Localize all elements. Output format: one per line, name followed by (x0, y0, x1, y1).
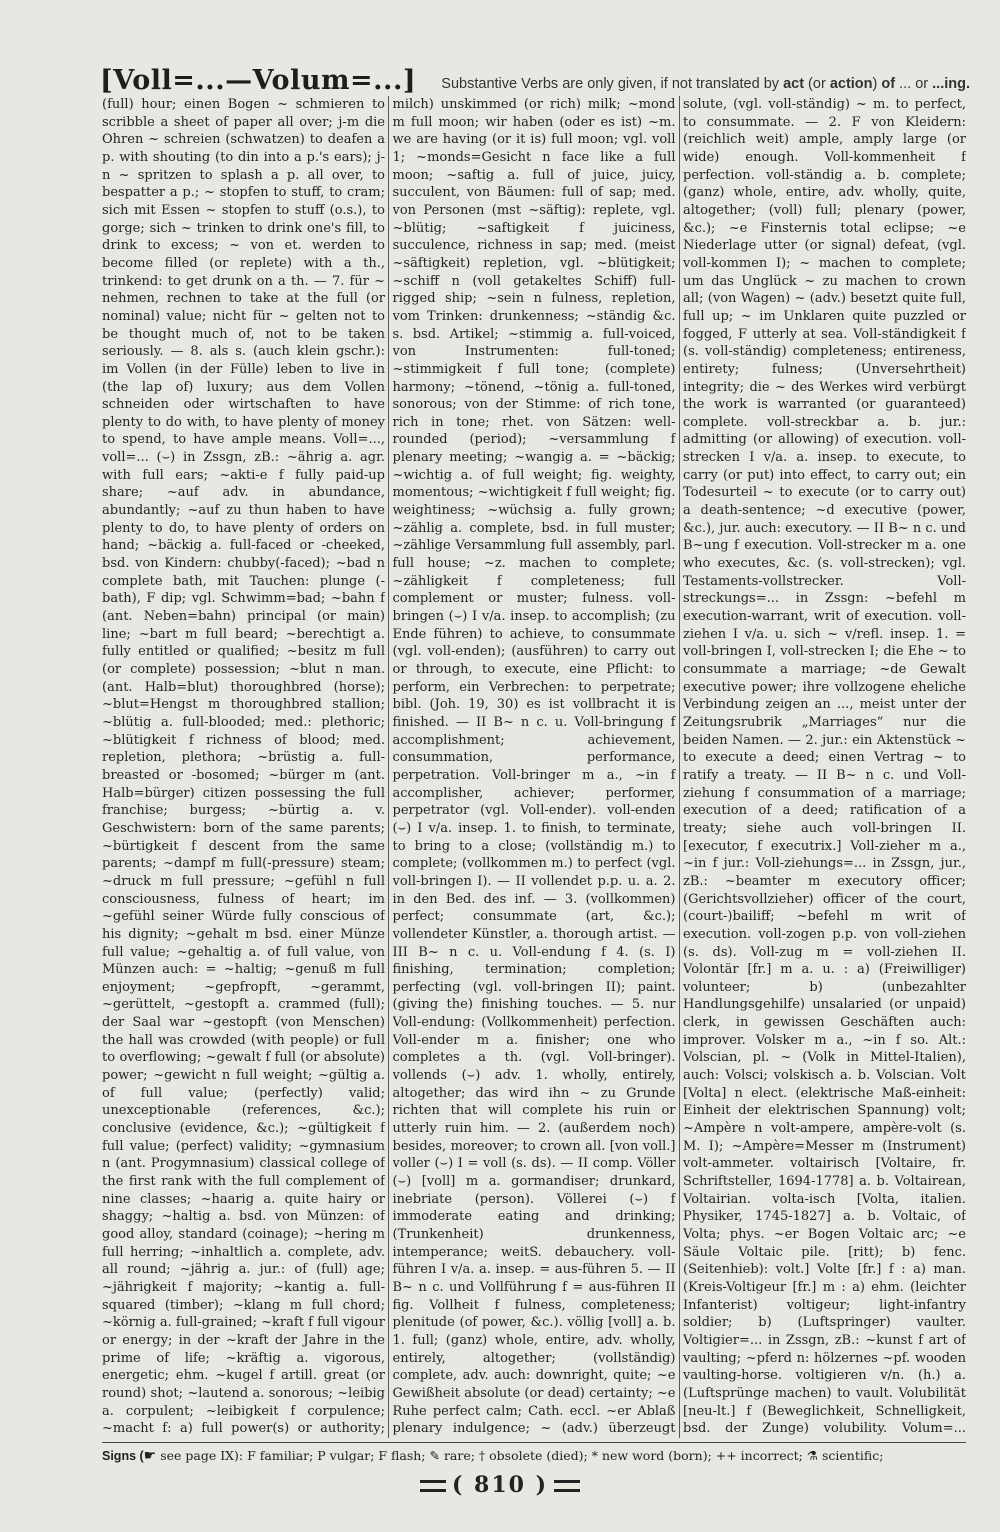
column-right (683, 96, 966, 1438)
header-note-action: action (829, 76, 873, 92)
page-number-text: ( 810 ) (451, 1472, 549, 1498)
header-note-or2: ) (872, 76, 882, 92)
signs-text: see page IX): F familiar; P vulgar; F flash; ✎ rare; † obsolete (died); * new word (born); ++ incorrect; ⚗ scientific; (156, 1448, 884, 1463)
ornament-bars-right (554, 1480, 580, 1492)
header-note-ing: ...ing. (932, 76, 970, 92)
footer-rule (102, 1442, 966, 1443)
column-left (102, 96, 385, 1438)
header-note-act: act (783, 76, 805, 92)
ornament-bars-left (420, 1480, 446, 1492)
header-note-prefix: Substantive Verbs are only given, if not translated by (441, 76, 784, 92)
column-left-text: (full) hour; einen Bogen ~ schmieren to scribble a sheet of paper all over; j-m die Ohren ~ schreien (schwatzen) to deafen a p. with shouting (to din into a p.'s ears); j-n ~ spritzen to splash a p. all over, to bespatter a p.; ~ stopfen to stuff, to cram; sich mit Essen ~ stopfen to stuff (o.s.), to gorge; sich ~ trinken to drink one's fill, to drink to excess; ~ von et. werden to become filled (or replete) with a th., trinkend: to get drunk on a th. — 7. für ~ nehmen, rechnen to take at the full (or nominal) value; nicht für ~ gelten not to be thought much of, not to be taken seriously. — 8. als s. (auch klein gschr.): im Vollen (in der Fülle) leben to live in (the lap of) luxury; aus dem Vollen schneiden oder wirtschaften to have plenty to do with, to have plenty of money to spend, to have ample means. Voll=..., voll=... (⌣) in Zssgn, zB.: ~ährig a. agr. with full ears; ~akti-e f fully paid-up share; ~auf adv. in abundance, abundantly; ~auf zu thun haben to have plenty to do, to have plenty of orders on hand; ~bäckig a. full-faced or -cheeked, bsd. von Kindern: chubby(-faced); ~bad n complete bath, mit Tauchen: plunge (-bath), F dip; vgl. Schwimm=bad; ~bahn f (ant. Neben=bahn) principal (or main) line; ~bart m full beard; ~berechtigt a. fully entitled or qualified; ~besitz m full (or complete) possession; ~blut n man. (ant. Halb=blut) thoroughbred (horse); ~blut=Hengst m thoroughbred stallion; ~blütig a. full-blooded; med.: plethoric; ~blütigkeit f richness of blood; med. repletion, plethora; ~brüstig a. full-breasted or -bosomed; ~bürger m (ant. Halb=bürger) citizen possessing the full franchise; burgess; ~bürtig a. v. Geschwistern: born of the same parents; ~bürtigkeit f descent from the same parents; ~dampf m full(-pressure) steam; ~druck m full pressure; ~gefühl n full consciousness, fulness of heart; im ~gefühl seiner Würde fully conscious of his dignity; ~gehalt m bsd. einer Münze full value; ~gehaltig a. of full value, von Münzen auch: = ~haltig; ~genuß m full enjoyment; ~gepfropft, ~gerammt, ~gerüttelt, ~gestopft a. crammed (full); der Saal war ~gestopft (von Menschen) the hall was crowded (with people) or full to overflowing; ~gewalt f full (or absolute) power; ~gewicht n full weight; ~gültig a. of full value; (perfectly) valid; unexceptionable (references, &c.); conclusive (evidence, &c.); ~gültigkeit f full value; (perfect) validity; ~gymnasium n (ant. Progymnasium) classical college of the first rank with the full complement of nine classes; ~haarig a. quite hairy or shaggy; ~haltig a. bsd. von Münzen: of good alloy, standard (coinage); ~hering m full herring; ~inhaltlich a. complete, adv. all round; ~jährig a. jur.: of (full) age; ~jährigkeit f majority; ~kantig a. full-squared (timber); ~klang m full chord; ~körnig a. full-grained; ~kraft f full vigour or energy; in der ~kraft der Jahre in the prime of life; ~kräftig a. vigorous, energetic; ehm. ~kugel f artill. great (or round) shot; ~lautend a. sonorous; ~leibig a. corpulent; ~leibigkeit f corpulence; ~macht f: a) full power(s) or authority; (102, 97, 385, 1437)
text-columns (102, 96, 966, 1438)
running-header (100, 52, 970, 96)
column-middle-text: milch) unskimmed (or rich) milk; ~mond m full moon; wir haben (oder es ist) ~m. we are having (or it is) full moon; vgl. voll 1; ~monds=Gesicht n face like a full moon; ~saftig a. full of juice, juicy, succulent, von Bäumen: full of sap; med. von Personen (mst ~säftig): replete, vgl. ~blütig; ~saftigkeit f juiciness, succulence, richness in sap; med. (meist ~säftigkeit) repletion, vgl. ~blütigkeit; ~schiff n (voll getakeltes Schiff) full-rigged ship; ~sein n fulness, repletion, vom Trinken: drunkenness; ~ständig &c. s. bsd. Artikel; ~stimmig a. full-voiced, von Instrumenten: full-toned; ~stimmigkeit f full tone; (complete) harmony; ~tönend, ~tönig a. full-toned, sonorous; von der Stimme: of rich tone, rich in tone; rhet. von Sätzen: well-rounded (period); ~versammlung f plenary meeting; ~wangig a. = ~bäckig; ~wichtig a. of full weight; fig. weighty, momentous; ~wichtigkeit f full weight; fig. weightiness; ~wüchsig a. fully grown; ~zählig a. complete, bsd. in full muster; ~zählige Versammlung full assembly, parl. full house; ~z. machen to complete; ~zähligkeit f completeness; full complement or muster; fulness. voll-bringen (⌣) I v/a. insep. to accomplish; (zu Ende führen) to achieve, to consummate (vgl. voll-enden); (ausführen) to carry out or through, to execute, eine Pflicht: to perform, ein Verbrechen: to perpetrate; bibl. (Joh. 19, 30) es ist vollbracht it is finished. — II B~ n c. u. Voll-bringung f accomplishment; achievement, consummation, performance, perpetration. Voll-bringer m a., ~in f accomplisher, achiever; performer, perpetrator (vgl. Voll-ender). voll-enden (⌣) I v/a. insep. 1. to finish, to terminate, to bring to a close; (vollständig m.) to complete; (vollkommen m.) to perfect (vgl. voll-bringen I). — II vollendet p.p. u. a. 2. in den Bed. des inf. — 3. (vollkommen) perfect; consummate (art, &c.); vollendeter Künstler, a. thorough artist. — III B~ n c. u. Voll-endung f 4. (s. I) finishing, termination; completion; perfecting (vgl. voll-bringen II); paint. (giving the) finishing touches. — 5. nur Voll-endung: (Vollkommenheit) perfection. Voll-ender m a. finisher; one who completes a th. (vgl. Voll-bringer). vollends (⌣) adv. 1. wholly, entirely, altogether; das wird ihn ~ zu Grunde richten that will complete his ruin or utterly ruin him. — 2. (außerdem noch) besides, moreover; to crown all. [von voll.] voller (⌣) I = voll (s. ds). — II comp. Völler (⌣) [voll] m a. gormandiser; drunkard, inebriate (person). Völlerei (⌣) f immoderate eating and drinking; (Trunkenheit) drunkenness, intemperance; weitS. debauchery. voll-führen I v/a. a. insep. = aus-führen 5. — II B~ n c. und Vollführung f = aus-führen II fig. Vollheit f fulness, completeness; plenitude (of power, &c.). völlig [voll] a. b. 1. full; (ganz) whole, entire, adv. wholly, entirely, altogether; (vollständig) complete, adv. auch: downright, quite; ~e Gewißheit absolute (or dead) certainty; ~e Ruhe perfect calm; Cath. eccl. ~er Ablaß plenary indulgence; ~ (adv.) überzeugt (392, 97, 676, 1437)
column-divider (679, 96, 680, 1438)
column-middle (393, 96, 676, 1438)
header-note-of: of (881, 76, 896, 92)
column-right-text: solute, (vgl. voll-ständig) ~ m. to perfect, to consummate. — 2. F von Kleidern: (reichlich weit) ample, amply large (or wide) enough. Voll-kommenheit f perfection. voll-ständig a. b. complete; (ganz) whole, entire, adv. wholly, quite, altogether; (voll) full; plenary (power, &c.); ~e Finsternis total eclipse; ~e Niederlage utter (or signal) defeat, (vgl. voll-kommen I); ~ machen to complete; um das Unglück ~ zu machen to crown all; (von Wagen) ~ (adv.) besetzt quite full, full up; ~ im Unklaren quite puzzled or fogged, F utterly at sea. Voll-ständigkeit f (s. voll-ständig) completeness; entireness, entirety; fulness; (Unversehrtheit) integrity; die ~ des Werkes wird verbürgt the work is warranted (or guaranteed) complete. voll-streckbar a. b. jur.: admitting (or allowing) of execution. voll-strecken I v/a. a. insep. to execute, to carry (or put) into effect, to carry out; ein Todesurteil ~ to execute (or to carry out) a death-sentence; ~d executive (power, &c.), jur. auch: executory. — II B~ n c. und B~ung f execution. Voll-strecker m a. one who executes, &c. (s. voll-strecken); vgl. Testaments-vollstrecker. Voll-streckungs=... in Zssgn: ~befehl m execution-warrant, writ of execution. voll-ziehen I v/a. u. sich ~ v/refl. insep. 1. = voll-bringen I, voll-strecken I; die Ehe ~ to consummate a marriage; ~de Gewalt executive power; ihre vollzogene eheliche Verbindung zeigen an ..., meist unter der Zeitungsrubrik „Marriages“ nur die beiden Namen. — 2. jur.: ein Aktenstück ~ to execute a deed; einen Vertrag ~ to ratify a treaty. — II B~ n c. und Voll-ziehung f consummation of a marriage; execution of a deed; ratification of a treaty; siehe auch voll-bringen II. [executor, f executrix.] Voll-zieher m a., ~in f jur.: Voll-ziehungs=... in Zssgn, jur., zB.: ~beamter m executory officer; (Gerichtsvollzieher) officer of the court, (court-)bailiff; ~befehl m writ of execution. voll-zogen p.p. von voll-ziehen (s. ds). Voll-zug m = voll-ziehen II. Volontär [fr.] m a. u. : a) (Freiwilliger) volunteer; b) (unbezahlter Handlungsgehilfe) unsalaried (or unpaid) clerk, in gewissen Geschäften auch: improver. Volsker m a., ~in f so. Alt.: Volscian, pl. ~ (Volk in Mittel-Italien), auch: Volsci; volskisch a. b. Volscian. Volt [Volta] n elect. (elektrische Maß-einheit: Einheit der elektrischen Spannung) volt; ~Ampère n volt-ampere, ampère-volt (s. M. I); ~Ampère=Messer m (Instrument) volt-ammeter. voltairisch [Voltaire, fr. Schriftsteller, 1694-1778] a. b. Voltairean, Voltairian. volta-isch [Volta, italien. Physiker, 1745-1827] a. b. Voltaic, of Volta; phys. ~er Bogen Voltaic arc; ~e Säule Voltaic pile. [ritt); b) fenc. (Seitenhieb): volt.] Volte [fr.] f : a) man. (Kreis-Voltigeur [fr.] m : a) ehm. (leichter Infanterist) voltigeur; light-infantry soldier; b) (Luftspringer) vaulter. Voltigier=... in Zssgn, zB.: ~kunst f art of vaulting; ~pferd n: hölzernes ~pf. wooden vaulting-horse. voltigieren v/n. (h.) a. (Luftsprünge machen) to vault. Volubilität [neu-lt.] f (Beweglichkeit, Schnelligkeit, bsd. der Zunge) volubility. Volum=... (683, 97, 966, 1437)
signs-label: Signs ( (102, 1449, 144, 1463)
header-note-or1: (or (804, 76, 830, 92)
header-note-tail: ... or (895, 76, 933, 92)
page-number (0, 1472, 1000, 1498)
pointing-hand-icon: ☛ (143, 1448, 157, 1464)
signs-legend (102, 1448, 966, 1464)
header-entry-range: [Voll=...—Volum=...] (100, 65, 417, 96)
header-note (441, 76, 970, 96)
column-divider (388, 96, 389, 1438)
